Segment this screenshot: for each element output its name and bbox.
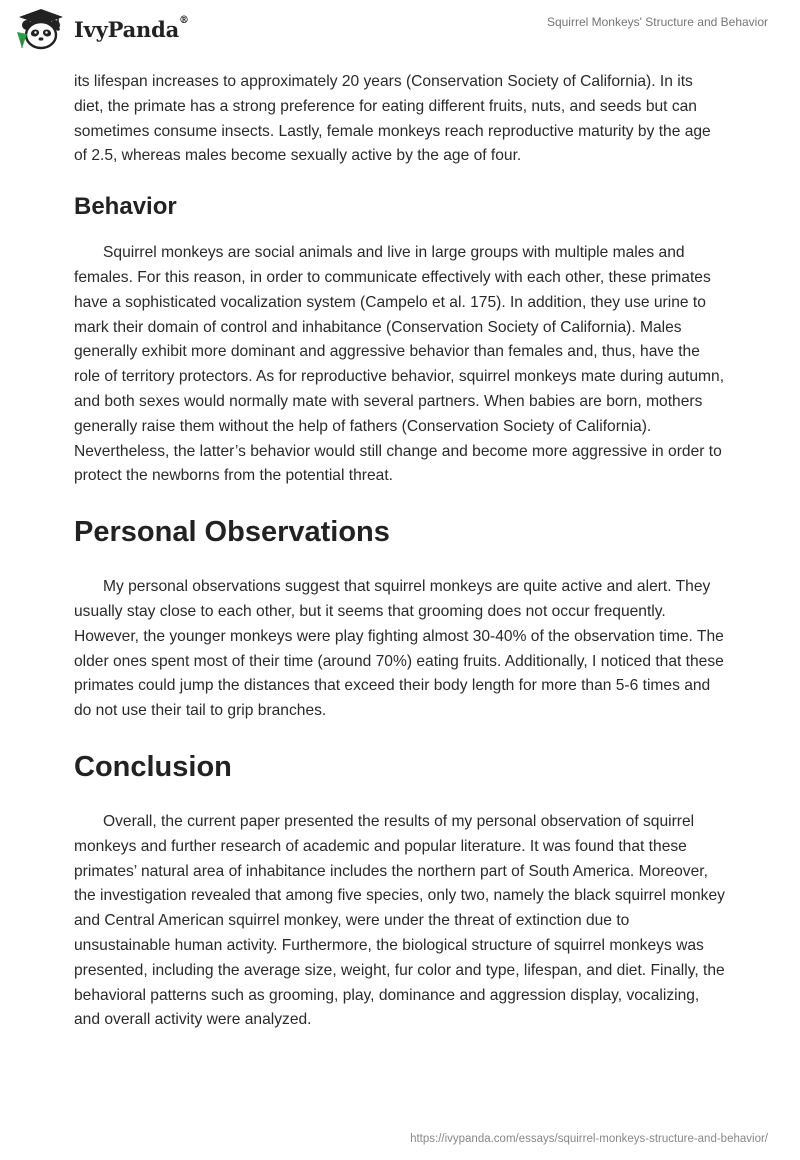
- intro-paragraph: its lifespan increases to approximately 20 years (Conservation Society of California). In its diet, the primate has a strong preference for eating different fruits, nuts, and seeds but can sometimes consume insects. Lastly, female monkeys reach reproductive maturity by the age of 2.5, whereas males become sexually active by the age of four.: [74, 73, 711, 165]
- observations-heading: Personal Observations: [74, 516, 390, 549]
- essay-body: [74, 70, 726, 1033]
- page-header: [0, 0, 800, 60]
- conclusion-paragraph: Overall, the current paper presented the results of my personal observation of squirrel monkeys and further research of academic and popular literature. It was found that these primates’ natural area of inhabitance includes the northern part of South America. Moreover, the investigation revealed that among five species, only two, namely the black squirrel monkey and Central American squirrel monkey, were under the threat of extinction due to unsustainable human activity. Furthermore, the biological structure of squirrel monkeys was presented, including the average size, weight, fur color and type, lifespan, and diet. Finally, the behavioral patterns such as grooming, play, dominance and aggression display, vocalizing, and overall activity were analyzed.: [74, 812, 725, 1029]
- observations-paragraph: My personal observations suggest that squirrel monkeys are quite active and alert. They usually stay close to each other, but it seems that grooming does not occur frequently. However, the younger monkeys were play fighting almost 30-40% of the observation time. The older ones spent most of their time (around 70%) eating fruits. Additionally, I noticed that these primates could jump the distances that exceed their body length for more than 5-6 times and do not use their tail to grip branches.: [74, 578, 724, 720]
- behavior-heading: Behavior: [74, 193, 177, 221]
- conclusion-heading: Conclusion: [74, 750, 232, 783]
- source-url-link[interactable]: https://ivypanda.com/essays/squirrel-monkeys-structure-and-behavior/: [410, 1133, 768, 1145]
- panda-graduate-icon: [14, 8, 68, 50]
- ivypanda-logo[interactable]: [14, 8, 189, 50]
- document-title: Squirrel Monkeys' Structure and Behavior: [546, 15, 768, 29]
- behavior-paragraph: Squirrel monkeys are social animals and live in large groups with multiple males and females. For this reason, in order to communicate effectively with each other, these primates have a sophisticated vocalization system (Campelo et al. 175). In addition, they use urine to mark their domain of control and inhabitance (Conservation Society of California). Males generally exhibit more dominant and aggressive behavior than females and, thus, have the role of territory protectors. As for reproductive behavior, squirrel monkeys mate during autumn, and both sexes would normally mate with several partners. When babies are born, mothers generally raise them without the help of fathers (Conservation Society of California). Nevertheless, the latter’s behavior would still change and become more aggressive in order to protect the newborns from the potential threat.: [74, 244, 725, 485]
- brand-name: IvyPanda®: [74, 14, 189, 42]
